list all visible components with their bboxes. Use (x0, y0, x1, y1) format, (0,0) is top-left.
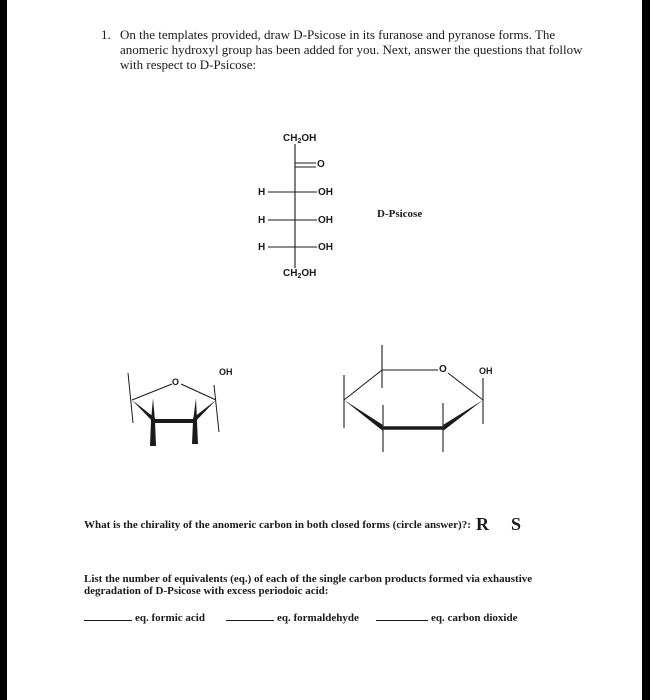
question-line-2: anomeric hydroxyl group has been added for you. Next, answer the questions that follow (120, 42, 583, 57)
pyranose-anomeric-oh: OH (479, 366, 493, 376)
fischer-row2-h: H (258, 215, 266, 226)
fischer-projection-bonds (268, 144, 317, 268)
fischer-carbonyl-oxygen: O (317, 159, 325, 170)
question-line-1: On the templates provided, draw D-Psicose in its furanose and pyranose forms. The (120, 27, 556, 42)
fischer-row1-oh: OH (318, 187, 333, 198)
chirality-question: What is the chirality of the anomeric carbon in both closed forms (circle answer)?: (84, 519, 471, 531)
furanose-ring-oxygen: O (172, 377, 180, 387)
chirality-option-s[interactable]: S (511, 514, 522, 534)
furanose-anomeric-oh: OH (219, 367, 233, 377)
carbon-dioxide-label: eq. carbon dioxide (431, 612, 518, 624)
pyranose-template (344, 345, 483, 452)
pyranose-ring-oxygen: O (439, 364, 447, 375)
compound-name-label: D-Psicose (377, 208, 423, 220)
periodate-line-1: List the number of equivalents (eq.) of each of the single carbon products formed via exhaustive (84, 573, 533, 585)
fischer-row3-oh: OH (318, 242, 333, 253)
carbon-dioxide-blank[interactable] (376, 610, 428, 621)
periodate-line-2: degradation of D-Psicose with excess periodoic acid: (84, 585, 329, 597)
question-number: 1. (101, 27, 111, 42)
fischer-top-ch2oh: $CH_2OH$ (283, 133, 317, 145)
chirality-option-r[interactable]: R (476, 514, 489, 534)
formaldehyde-label: eq. formaldehyde (277, 612, 359, 624)
fischer-row2-oh: OH (318, 215, 333, 226)
fischer-row3-h: H (258, 242, 266, 253)
fischer-bottom-ch2oh: $CH_2OH$ (283, 268, 317, 280)
answer-carbon-dioxide (376, 610, 517, 624)
question-line-3: with respect to D-Psicose: (120, 57, 257, 72)
answer-formaldehyde (226, 610, 359, 624)
fischer-row1-h: H (258, 187, 266, 198)
formaldehyde-blank[interactable] (226, 610, 274, 621)
formic-acid-label: eq. formic acid (135, 612, 205, 624)
periodate-question (84, 573, 544, 597)
answer-formic-acid (84, 610, 205, 624)
formic-acid-blank[interactable] (84, 610, 132, 621)
